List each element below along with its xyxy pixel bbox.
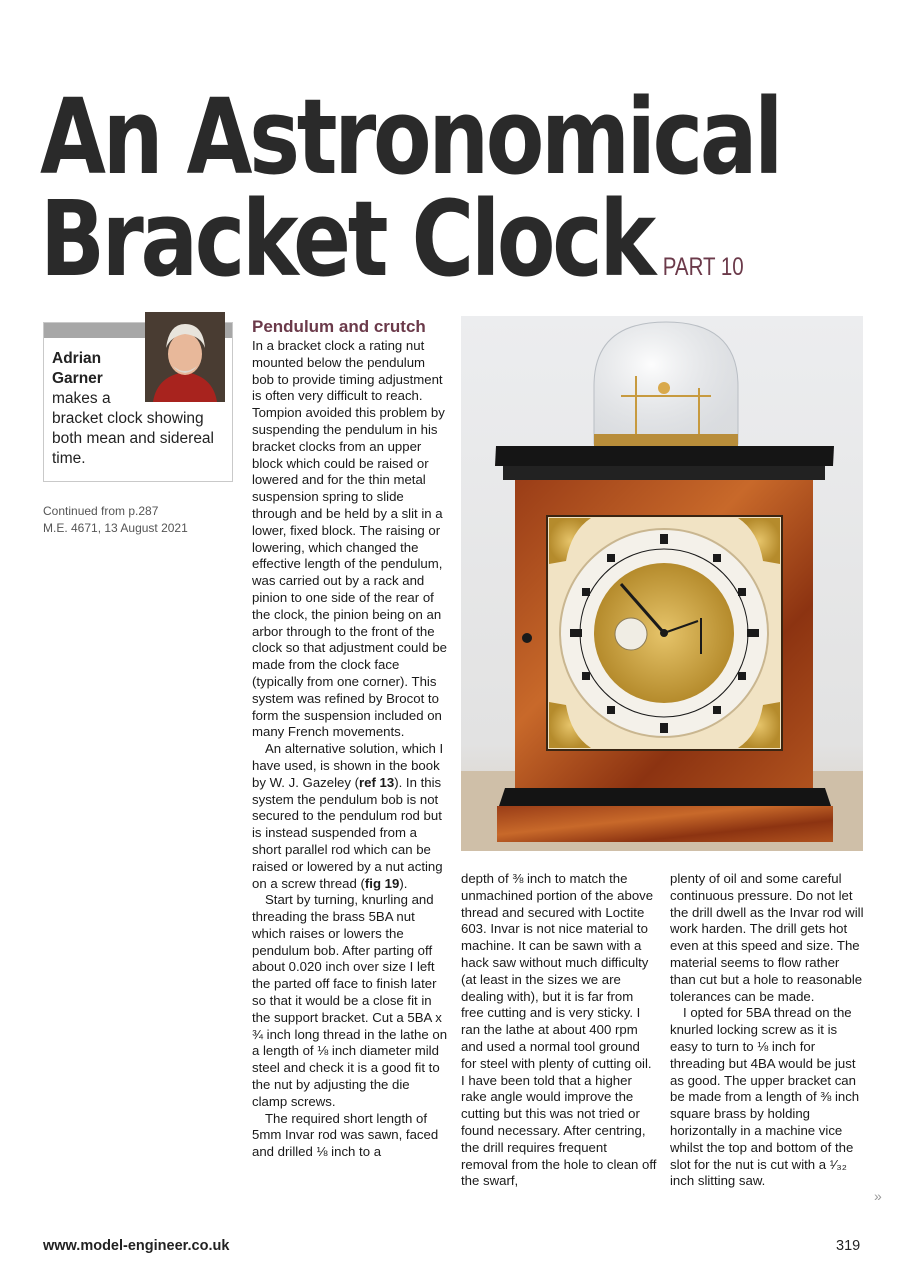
author-blurb-3: both mean and sidereal [52, 430, 215, 447]
continued-issue: M.E. 4671, 13 August 2021 [43, 521, 188, 535]
ref-13: ref 13 [359, 774, 395, 790]
title-line-1: An Astronomical [40, 76, 781, 198]
fig-19: fig 19 [364, 875, 400, 891]
article-column-3 [670, 871, 866, 1190]
footer-url[interactable]: www.model-engineer.co.uk [43, 1238, 230, 1254]
paragraph-2 [252, 741, 448, 892]
continue-arrow-icon: » [874, 1188, 882, 1204]
article-column-2 [461, 871, 657, 1190]
paragraph-7: I opted for 5BA thread on the knurled locking screw as it is easy to turn to ⅛ inch for threading but 4BA would be just as good. The upper bracket can be made from a length of ⅜ inch square brass by holding horizontally in a machine vice whilst the top and bottom of the slot for the nut is cut with a ¹⁄₃₂ inch slitting saw. [670, 1005, 860, 1189]
continued-from: Continued from p.287 [43, 504, 159, 518]
author-blurb-4: time. [52, 450, 86, 467]
article-title [40, 76, 781, 318]
author-blurb-1: makes a [52, 390, 111, 407]
section-heading: Pendulum and crutch [252, 317, 426, 336]
title-line-2-text: Bracket Clock [40, 178, 653, 300]
part-number: PART 10 [662, 253, 744, 281]
paragraph-5: depth of ⅜ inch to match the unmachined portion of the above thread and secured with Loctite 603. Invar is not nice material to machine. It can be sawn with a hack saw without much difficulty (at least in the sizes we are dealing with), but it is far from free cutting and is very sticky. I ran the lathe at about 400 rpm and used a normal tool ground for steel with plenty of cutting oil. I have been told that a higher rake angle would improve the cutting but this was not tried or found necessary. After centring, the drill requires frequent removal from the hole to clean off the swarf, [461, 871, 657, 1189]
paragraph-4: The required short length of 5mm Invar rod was sawn, faced and drilled ⅛ inch to a [252, 1110, 439, 1160]
continued-note [43, 503, 233, 537]
paragraph-2-a: An alternative solution, which I have used, is shown in the book by W. J. Gazeley ( [252, 741, 444, 790]
paragraph-2-c: ). [399, 875, 408, 891]
paragraph-3: Start by turning, knurling and threading the brass 5BA nut which raises or lowers the pendulum bob. After parting off about 0.020 inch over size I left the parted off face to finish later so that it would be a close fit in the support bracket. Cut a 5BA x ¾ inch long thread in the lathe on a length of ⅛ inch diameter mild steel and check it is a good fit to the nut by adjusting the die clamp screws. [252, 892, 448, 1109]
page-number: 319 [836, 1238, 861, 1254]
author-blurb-2: bracket clock showing [52, 410, 204, 427]
author-portrait [145, 312, 225, 402]
article-column-1 [252, 316, 448, 1161]
author-first-name: Adrian [52, 350, 102, 367]
title-line-2 [40, 178, 780, 318]
paragraph-1: In a bracket clock a rating nut mounted below the pendulum bob to provide timing adjustment is often very difficult to reach. Tompion avoided this problem by suspending the pendulum in his bracket clocks from an upper block which could be raised or lowered and for the thin metal suspension spring to slide through and be held by a slit in a lower, fixed block. The raising or lowering, which changed the effective length of the pendulum, was carried out by a rack and pinion to one side of the rear of the clock, the pinion being on an arbor through to the front of the clock so that adjustment could be made from the clock face (typically from one corner). This system was refined by Brocot to form the suspension included on many French movements. [252, 338, 447, 740]
paragraph-6: plenty of oil and some careful continuous pressure. Do not let the drill dwell as the Invar rod will work harden. The drill gets hot even at this speed and size. The material seems to flow rather than cut but a hole to reasonable tolerances can be made. [670, 871, 864, 1004]
clock-photo [461, 316, 863, 851]
author-last-name: Garner [52, 370, 103, 387]
paragraph-2-b: ). In this system the pendulum bob is not secured to the pendulum rod but is instead suspended from a short parallel rod which can be raised or lowered by a nut acting on a screw thread ( [252, 774, 443, 891]
